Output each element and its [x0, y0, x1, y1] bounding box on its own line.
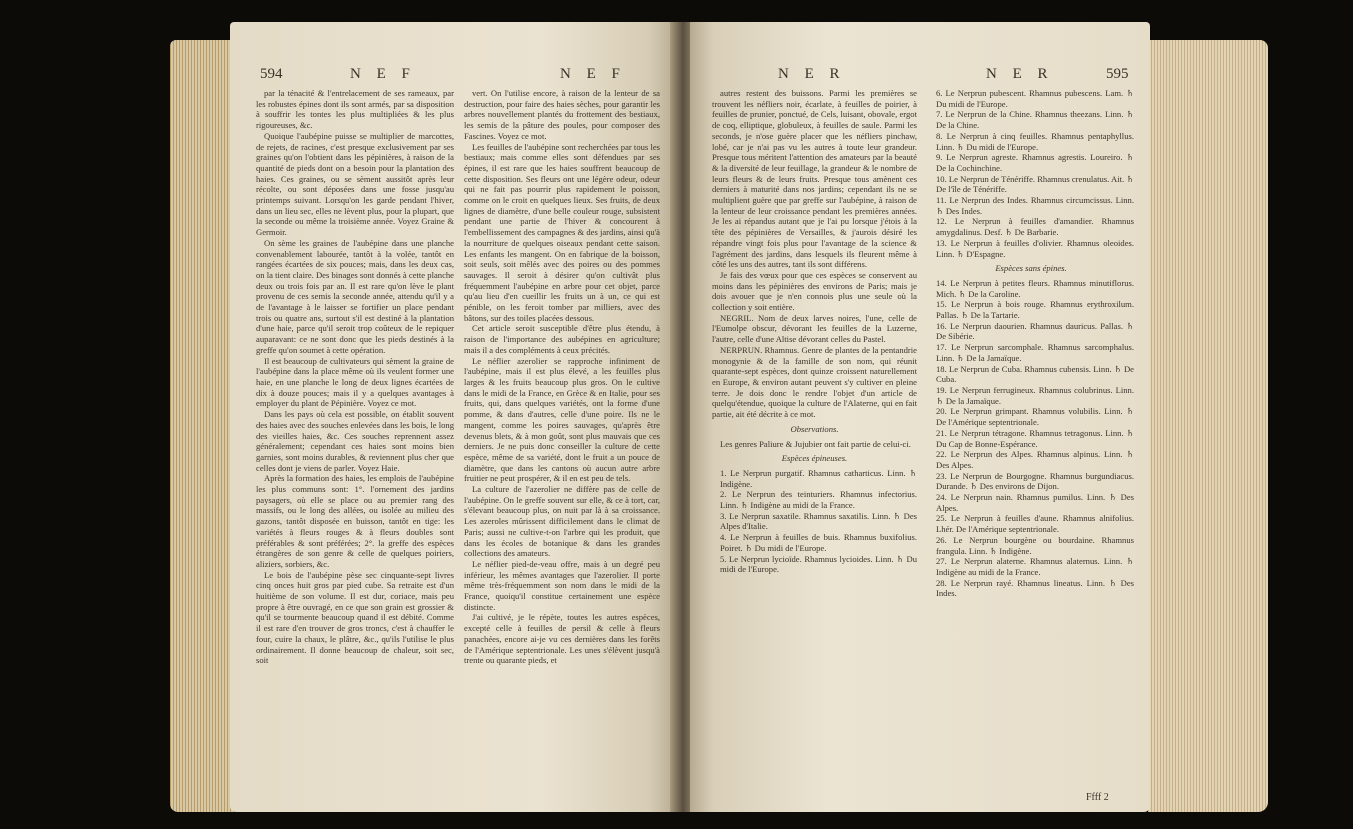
paragraph: Je fais des vœux pour que ces espèces se conservent au moins dans les pépinières des environs de Paris; mais je dois avouer que je n'en connois plus une seule où la collection y soit entière.	[712, 269, 917, 313]
paragraph: vert. On l'utilise encore, à raison de la lenteur de sa destruction, pour faire des haies sèches, pour garantir les arbres nouvellement plantés du frottement des bestiaux, les semis de la pâture des poules, pour composer des Fascines. Voyez ce mot.	[464, 88, 660, 141]
species-entry: 17. Le Nerprun sarcomphale. Rhamnus sarcomphalus. Linn. ♄ De la Jamaïque.	[936, 342, 1134, 363]
species-entry: 9. Le Nerprun agreste. Rhamnus agrestis. Loureiro. ♄ De la Cochinchine.	[936, 152, 1134, 173]
species-entry: 13. Le Nerprun à feuilles d'olivier. Rhamnus oleoides. Linn. ♄ D'Espagne.	[936, 237, 1134, 259]
species-entry: 8. Le Nerprun à cinq feuilles. Rhamnus pentaphyllus. Linn. ♄ Du midi de l'Europe.	[936, 130, 1134, 152]
left-page	[230, 22, 675, 812]
right-header-2: N E R	[986, 66, 1054, 82]
section-title: Espèces épineuses.	[781, 453, 848, 464]
paragraph: Dans les pays où cela est possible, on établit souvent des haies avec des souches enlevées dans les bois, le long des vieilles haies, &c. Ces souches reprennent assez généralement; cependant ces haies sont moins bien garnies, sont moins durables, & reviennent plus cher que celles dont je viens de parler. Voyez Haie.	[256, 409, 454, 473]
paragraph: Le bois de l'aubépine pèse sec cinquante-sept livres cinq onces huit gros par pied cube. Sa retraite est d'un huitième de son volume. Il est dur, coriace, mais peu propre à être ouvragé, en ce que son grain est grossier & qu'il se tourmente beaucoup quand il est débité. Comme il est rare d'en trouver de gros troncs, c'est à chauffer le four, cuire la chaux, le plâtre, &c., qu'ils l'utilise le plus ordinairement. Il donne beaucoup de chaleur, soit sec, soit	[256, 569, 454, 666]
paragraph: J'ai cultivé, je le répète, toutes les autres espèces, excepté celle à feuilles de persil & celle à fleurs panachées, encore ai-je vu ces dernières dans les forêts de l'Amérique septentrionale. Les unes s'élèvent jusqu'à trente ou quarante pieds, et	[464, 612, 660, 666]
species-entry: 23. Le Nerprun de Bourgogne. Rhamnus burgundiacus. Durande. ♄ Des environs de Dijon.	[936, 470, 1134, 492]
species-entry: 26. Le Nerprun bourgène ou bourdaine. Rhamnus frangula. Linn. ♄ Indigène.	[936, 534, 1134, 556]
paragraph: On sème les graines de l'aubépine dans une planche convenablement labourée, tantôt à la volée, tantôt en rangées écartées de six pouces; mais, dans les deux cas, on la tient claire. Des binages sont donnés à cette planche deux ou trois fois par an. Il est rare qu'on lève le plant provenu de ces semis la seconde année, attendu qu'il y a de l'avantage à le laisser se fortifier un place pendant trois ou quatre ans, surtout s'il est destiné à la plantation d'une haie, parce qu'il seroit trop coûteux de le repiquer auparavant: ce ne sont donc que les pieds destinés à la greffe qu'on soumet à cette opération.	[256, 237, 454, 355]
species-entry: 1. Le Nerprun purgatif. Rhamnus catharticus. Linn. ♄ Indigène.	[720, 467, 917, 489]
right-header-1: N E R	[778, 66, 846, 82]
left-page-number: 594	[260, 66, 283, 82]
section-title: Espèces sans épines.	[995, 263, 1067, 274]
species-entry: 3. Le Nerprun saxatile. Rhamnus saxatilis. Linn. ♄ Des Alpes d'Italie.	[720, 510, 917, 532]
paragraph: par la ténacité & l'entrelacement de ses rameaux, par les robustes épines dont ils sont armés, par sa disposition à souffrir les tontes les plus multipliées & les plus rigoureuses, &c.	[256, 88, 454, 131]
species-entry: 5. Le Nerprun lycioïde. Rhamnus lycioides. Linn. ♄ Du midi de l'Europe.	[720, 553, 917, 575]
species-entry: 10. Le Nerprun de Ténériffe. Rhamnus crenulatus. Ait. ♄ De l'île de Ténériffe.	[936, 173, 1134, 195]
species-entry: 14. Le Nerprun à petites fleurs. Rhamnus minutiflorus. Mich. ♄ De la Caroline.	[936, 277, 1134, 299]
right-page-number: 595	[1106, 66, 1129, 82]
right-page	[690, 22, 1150, 812]
species-entry: 19. Le Nerprun ferrugineux. Rhamnus colubrinus. Linn. ♄ De la Jamaïque.	[936, 384, 1134, 406]
species-entry: 25. Le Nerprun à feuilles d'aune. Rhamnus alnifolius. Lhér. De l'Amérique septentrionale.	[936, 513, 1134, 535]
species-entry: 4. Le Nerprun à feuilles de buis. Rhamnus buxifolius. Poiret. ♄ Du midi de l'Europe.	[720, 532, 917, 553]
species-entry: 2. Le Nerprun des teinturiers. Rhamnus infectorius. Linn. ♄ Indigène au midi de la France.	[720, 489, 917, 511]
species-entry: 11. Le Nerprun des Indes. Rhamnus circumcissus. Linn. ♄ Des Indes.	[936, 195, 1134, 216]
species-entry: 16. Le Nerprun daourien. Rhamnus dauricus. Pallas. ♄ De Sibérie.	[936, 320, 1134, 342]
left-page-edges	[170, 40, 234, 812]
paragraph: NERPRUN. Rhamnus. Genre de plantes de la pentandrie monogynie & de la famille de son nom, qui réunit quarante-sept espèces, dont quinze croissent naturellement en Europe, & environ autant peuvent s'y cultiver en pleine terre. Je dois donc le rendre l'objet d'un article de quelqu'étendue, quoique la culture de l'Alaterne, qui en fait partie, ait été décrite à ce mot.	[712, 344, 917, 420]
paragraph: Le néflier pied-de-veau offre, mais à un degré peu inférieur, les mêmes avantages que l'azerolier. Il porte même très-fréquemment son nom dans le midi de la France, quoiqu'il constitue certainement une espèce distincte.	[464, 558, 660, 612]
paragraph: Cet article seroit susceptible d'être plus étendu, à raison de l'importance des aubépines en agriculture; mais il a des compléments à ceux précités.	[464, 323, 660, 355]
left-column-1	[256, 88, 454, 666]
right-page-edges	[1148, 40, 1268, 812]
paragraph: autres restent des buissons. Parmi les premières se trouvent les néfliers noir, écarlate, à feuilles de poirier, à feuilles de prunier, ponctué, de Cels, luisant, obovale, ergot de coq, elliptique, globuleux, à feuilles de saule. Parmi les seconds, je n'ose guère placer que les néfliers pinchaw, lobé, car je n'ai pas vu les autres à toute leur grandeur. Presque tous méritent l'attention des amateurs par la beauté & la diversité de leur feuillage, la grandeur & le nombre de leurs fleurs & de leurs fruits. Presque tous amènent ces derniers à maturité dans nos jardins; cependant ils ne se multiplient guère que par greffe sur l'aubépine, à raison de la lenteur de leur croissance pendant les premières années. Je les ai répandus autant que je l'ai pu lorsque j'étois à la tête des pépinières de Versailles, & j'aurois désiré les répandre vingt fois plus pour l'avantage de la science & l'agrément des jardins, dans lesquels ils fleurent même à côté les uns des autres, tant ils sont différens.	[712, 88, 917, 270]
species-entry: 18. Le Nerprun de Cuba. Rhamnus cubensis. Linn. ♄ De Cuba.	[936, 363, 1134, 385]
species-entry: 12. Le Nerprun à feuilles d'amandier. Rhamnus amygdalinus. Desf. ♄ De Barbarie.	[936, 216, 1134, 238]
paragraph: NEGRIL. Nom de deux larves noires, l'une, celle de l'Eumolpe obscur, dévorant les feuilles de la Luzerne, l'autre, celle d'une Altise dévorant celles du Pastel.	[712, 312, 917, 345]
paragraph: Le néflier azerolier se rapproche infiniment de l'aubépine, mais il est plus élevé, a les feuilles plus larges & les fruits beaucoup plus gros. On le cultive dans le midi de la France, en Grèce & en Italie, pour ses fruits, qui, dans quelques variétés, ont la forme d'une pomme, & dans d'autres, celle d'une poire. Ils ne le mangent, comme les poires sauvages, qu'après être devenus blets, & à mon goût, sont plus mauvais que ces derniers. Je ne puis donc conseiller la culture de cette espèce, même de sa variété, dont le fruit a un pouce de diamètre, que dans les cantons où aucun autre arbre fruitier ne peut prospérer, & il en est peu de tels.	[464, 355, 660, 484]
right-column-2	[928, 88, 1134, 599]
paragraph: Quoique l'aubépine puisse se multiplier de marcottes, de rejets, de racines, c'est presque exclusivement par ses graines qu'on l'obtient dans les pépinières, à raison de la quantité de pieds dont on a besoin pour la plantation des haies. Ces graines, ou se sèment aussitôt après leur récolte, ou sont déposées dans une fosse jusqu'au printemps suivant. Lorsqu'on les garde pendant l'hiver, dans un lieu sec, elles ne lèvent plus, pour la plupart, que la seconde ou même la troisième année. Voyez Graine & Germoir.	[256, 130, 454, 238]
species-entry: 21. Le Nerprun tétragone. Rhamnus tetragonus. Linn. ♄ Du Cap de Bonne-Espérance.	[936, 427, 1134, 449]
species-entry: 28. Le Nerprun rayé. Rhamnus lineatus. Linn. ♄ Des Indes.	[936, 577, 1134, 599]
species-entry: 22. Le Nerprun des Alpes. Rhamnus alpinus. Linn. ♄ Des Alpes.	[936, 449, 1134, 470]
signature-mark: Ffff 2	[1086, 792, 1109, 803]
paragraph: La culture de l'azerolier ne diffère pas de celle de l'aubépine. On le greffe souvent sur elle, & ce à tort, car, s'élevant beaucoup plus, on nuit par là à sa croissance. Les azeroles mûrissent difficilement dans le climat de Paris; aussi ne cultive-t-on l'arbre qui les produit, que dans les écoles de botanique & dans les grandes collections des amateurs.	[464, 484, 660, 559]
species-entry: 15. Le Nerprun à bois rouge. Rhamnus erythroxilum. Pallas. ♄ De la Tartarie.	[936, 299, 1134, 321]
open-book	[150, 22, 1270, 822]
left-header-2: N E F	[560, 66, 626, 82]
left-header-1: N E F	[350, 66, 416, 82]
paragraph: Les genres Paliure & Jujubier ont fait partie de celui-ci.	[720, 438, 911, 449]
species-entry: 20. Le Nerprun grimpant. Rhamnus volubilis. Linn. ♄ De l'Amérique septentrionale.	[936, 406, 1134, 428]
section-title: Observations.	[790, 423, 839, 434]
left-column-2	[464, 88, 660, 666]
species-entry: 24. Le Nerprun nain. Rhamnus pumilus. Linn. ♄ Des Alpes.	[936, 492, 1134, 513]
species-entry: 7. Le Nerprun de la Chine. Rhamnus theezans. Linn. ♄ De la Chine.	[936, 109, 1134, 131]
species-entry: 27. Le Nerprun alaterne. Rhamnus alaternus. Linn. ♄ Indigène au midi de la France.	[936, 556, 1134, 577]
paragraph: Après la formation des haies, les emplois de l'aubépine les plus communs sont: 1°. l'ornement des jardins paysagers, où elle se place ou au premier rang des massifs, ou le long des allées, ou isolée au milieu des gazons, tantôt disposée en buisson, tantôt en tige: les variétés à fleurs rouges & à fleurs doubles sont préférables & sont préférées; 2°. la greffe des espèces étrangères de son genre & celle de quelques poiriers, aliziers, sorbiers, &c.	[256, 473, 454, 569]
paragraph: Il est beaucoup de cultivateurs qui sèment la graine de l'aubépine dans la place même où ils veulent former une haie, en une planche le long de deux lignes écartées de dix à douze pouces; mais il y a quelques avantages à employer du plant de Pépinière. Voyez ce mot.	[256, 355, 454, 409]
right-column-1	[712, 88, 917, 575]
species-entry: 6. Le Nerprun pubescent. Rhamnus pubescens. Lam. ♄ Du midi de l'Europe.	[936, 88, 1134, 109]
paragraph: Les feuilles de l'aubépine sont recherchées par tous les bestiaux; mais comme elles sont défendues par ses épines, il est rare que les haies souffrent beaucoup de cette disposition. Ses fleurs ont une légère odeur, odeur qui ne fait pas pourrir plus rapidement le poisson, comme on le croit en quelques lieux. Ses fruits, de deux lignes de diamètre, d'une belle couleur rouge, subsistent pendant une partie de l'hiver & concourent à l'embellissement des campagnes & des jardins, ainsi qu'à la nourriture de quelques oiseaux pendant cette saison. Les enfants les mangent. On en fabrique de la boisson, soit seuls, soit mêlés avec des poires ou des pommes sauvages. Il seroit à désirer qu'on cultivât plus fréquemment l'aubépine en arbre pour cet objet, parce qu'au lieu d'en cueillir les fruits un à un, ce qui est pénible, on les feroit tomber par milliers, avec des bâtons, sur des toiles placées dessous.	[464, 141, 660, 323]
